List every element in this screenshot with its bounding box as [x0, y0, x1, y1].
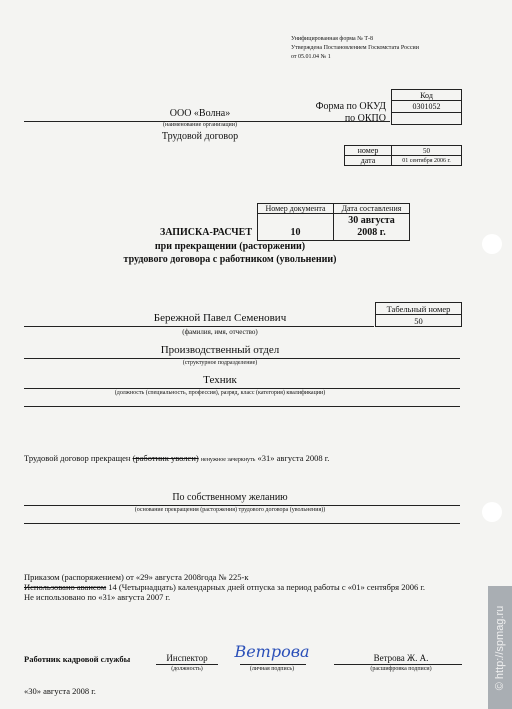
okpo-value — [391, 112, 462, 125]
binder-hole-top — [482, 234, 502, 254]
termination-line — [24, 453, 329, 463]
contract-date-label: дата — [344, 155, 392, 166]
signature-position: Инспектор — [166, 653, 208, 663]
document-subtitle2: трудового договора с работником (увольнении) — [123, 254, 337, 265]
reason-caption: (основание прекращения (расторжения) трудового договора (увольнения)) — [134, 507, 326, 513]
document-number: 10 — [290, 227, 301, 238]
signature-underline — [240, 664, 306, 665]
contract-date-value: 01 сентября 2006 г. — [391, 155, 462, 166]
document-number-header: Номер документа — [257, 203, 334, 214]
binder-hole-bottom — [482, 502, 502, 522]
signature-decoding-caption: (расшифровка подписи) — [370, 666, 432, 672]
watermark-text: © http://spmag.ru — [494, 605, 506, 690]
form-note-line2: Утверждена Постановлением Госкомстата России — [291, 45, 419, 51]
termination-hint: ненужное зачеркнуть — [200, 457, 256, 463]
document-subtitle1: при прекращении (расторжении) — [154, 241, 306, 252]
document-date-header: Дата составления — [333, 203, 410, 214]
position-underline — [24, 388, 460, 389]
okud-value: 0301052 — [391, 100, 462, 113]
order-line2 — [24, 582, 425, 592]
tab-number-header: Табельный номер — [375, 302, 462, 315]
contract-number-value: 50 — [391, 145, 462, 156]
signature-decoding-underline — [334, 664, 462, 665]
signature-position-underline — [156, 664, 218, 665]
department-name: Производственный отдел — [160, 344, 280, 356]
department-underline — [24, 358, 460, 359]
form-note-line1: Унифицированная форма № Т-8 — [291, 36, 374, 42]
document-date-line1: 30 августа — [348, 215, 395, 226]
contract-title: Трудовой договор — [161, 131, 239, 142]
position-name: Техник — [203, 374, 237, 386]
form-note-line3: от 05.01.04 № 1 — [291, 54, 331, 60]
signature-decoding: Ветрова Ж. А. — [373, 653, 429, 663]
signature-position-caption: (должность) — [171, 666, 203, 672]
termination-struck: (работник уволен) — [132, 453, 199, 463]
okud-label: Форма по ОКУД — [315, 101, 386, 112]
order-line3: Не использовано по «31» августа 2007 г. — [24, 592, 171, 602]
reason-extra-line — [24, 523, 460, 524]
document-date-line2: 2008 г. — [357, 227, 386, 238]
department-caption: (структурное подразделение) — [182, 360, 258, 366]
order-line1: Приказом (распоряжением) от «29» августа 2008года № 225-к — [24, 572, 249, 582]
signature-caption: (личная подпись) — [249, 666, 295, 672]
signature-label: Работник кадровой службы — [24, 654, 131, 664]
organization-name: ООО «Волна» — [169, 108, 231, 119]
employee-name: Бережной Павел Семенович — [153, 312, 287, 324]
termination-date: «31» августа 2008 г. — [257, 453, 330, 463]
organization-caption: (наименование организации) — [163, 122, 237, 128]
termination-reason: По собственному желанию — [172, 492, 288, 503]
watermark — [488, 586, 512, 709]
tab-number-value: 50 — [375, 314, 462, 327]
handwritten-signature: Ветрова — [234, 642, 310, 661]
employee-name-caption: (фамилия, имя, отчество) — [182, 328, 258, 336]
reason-underline — [24, 505, 460, 506]
code-header: Код — [391, 89, 462, 101]
position-extra-line — [24, 406, 460, 407]
order-line2-struck: Использовано авансом — [24, 582, 107, 592]
position-caption: (должность (специальность, профессия), разряд, класс (категория) квалификации) — [114, 390, 326, 396]
order-line2-rest: 14 (Четырнадцать) календарных дней отпуска за период работы с «01» сентября 2006 г. — [106, 582, 425, 592]
contract-number-label: номер — [344, 145, 392, 156]
employee-name-underline — [24, 326, 374, 327]
termination-text: Трудовой договор прекращен — [24, 453, 131, 463]
document-title: ЗАПИСКА-РАСЧЕТ — [159, 227, 252, 238]
okpo-label: по ОКПО — [344, 113, 386, 124]
signature-date: «30» августа 2008 г. — [24, 686, 96, 696]
